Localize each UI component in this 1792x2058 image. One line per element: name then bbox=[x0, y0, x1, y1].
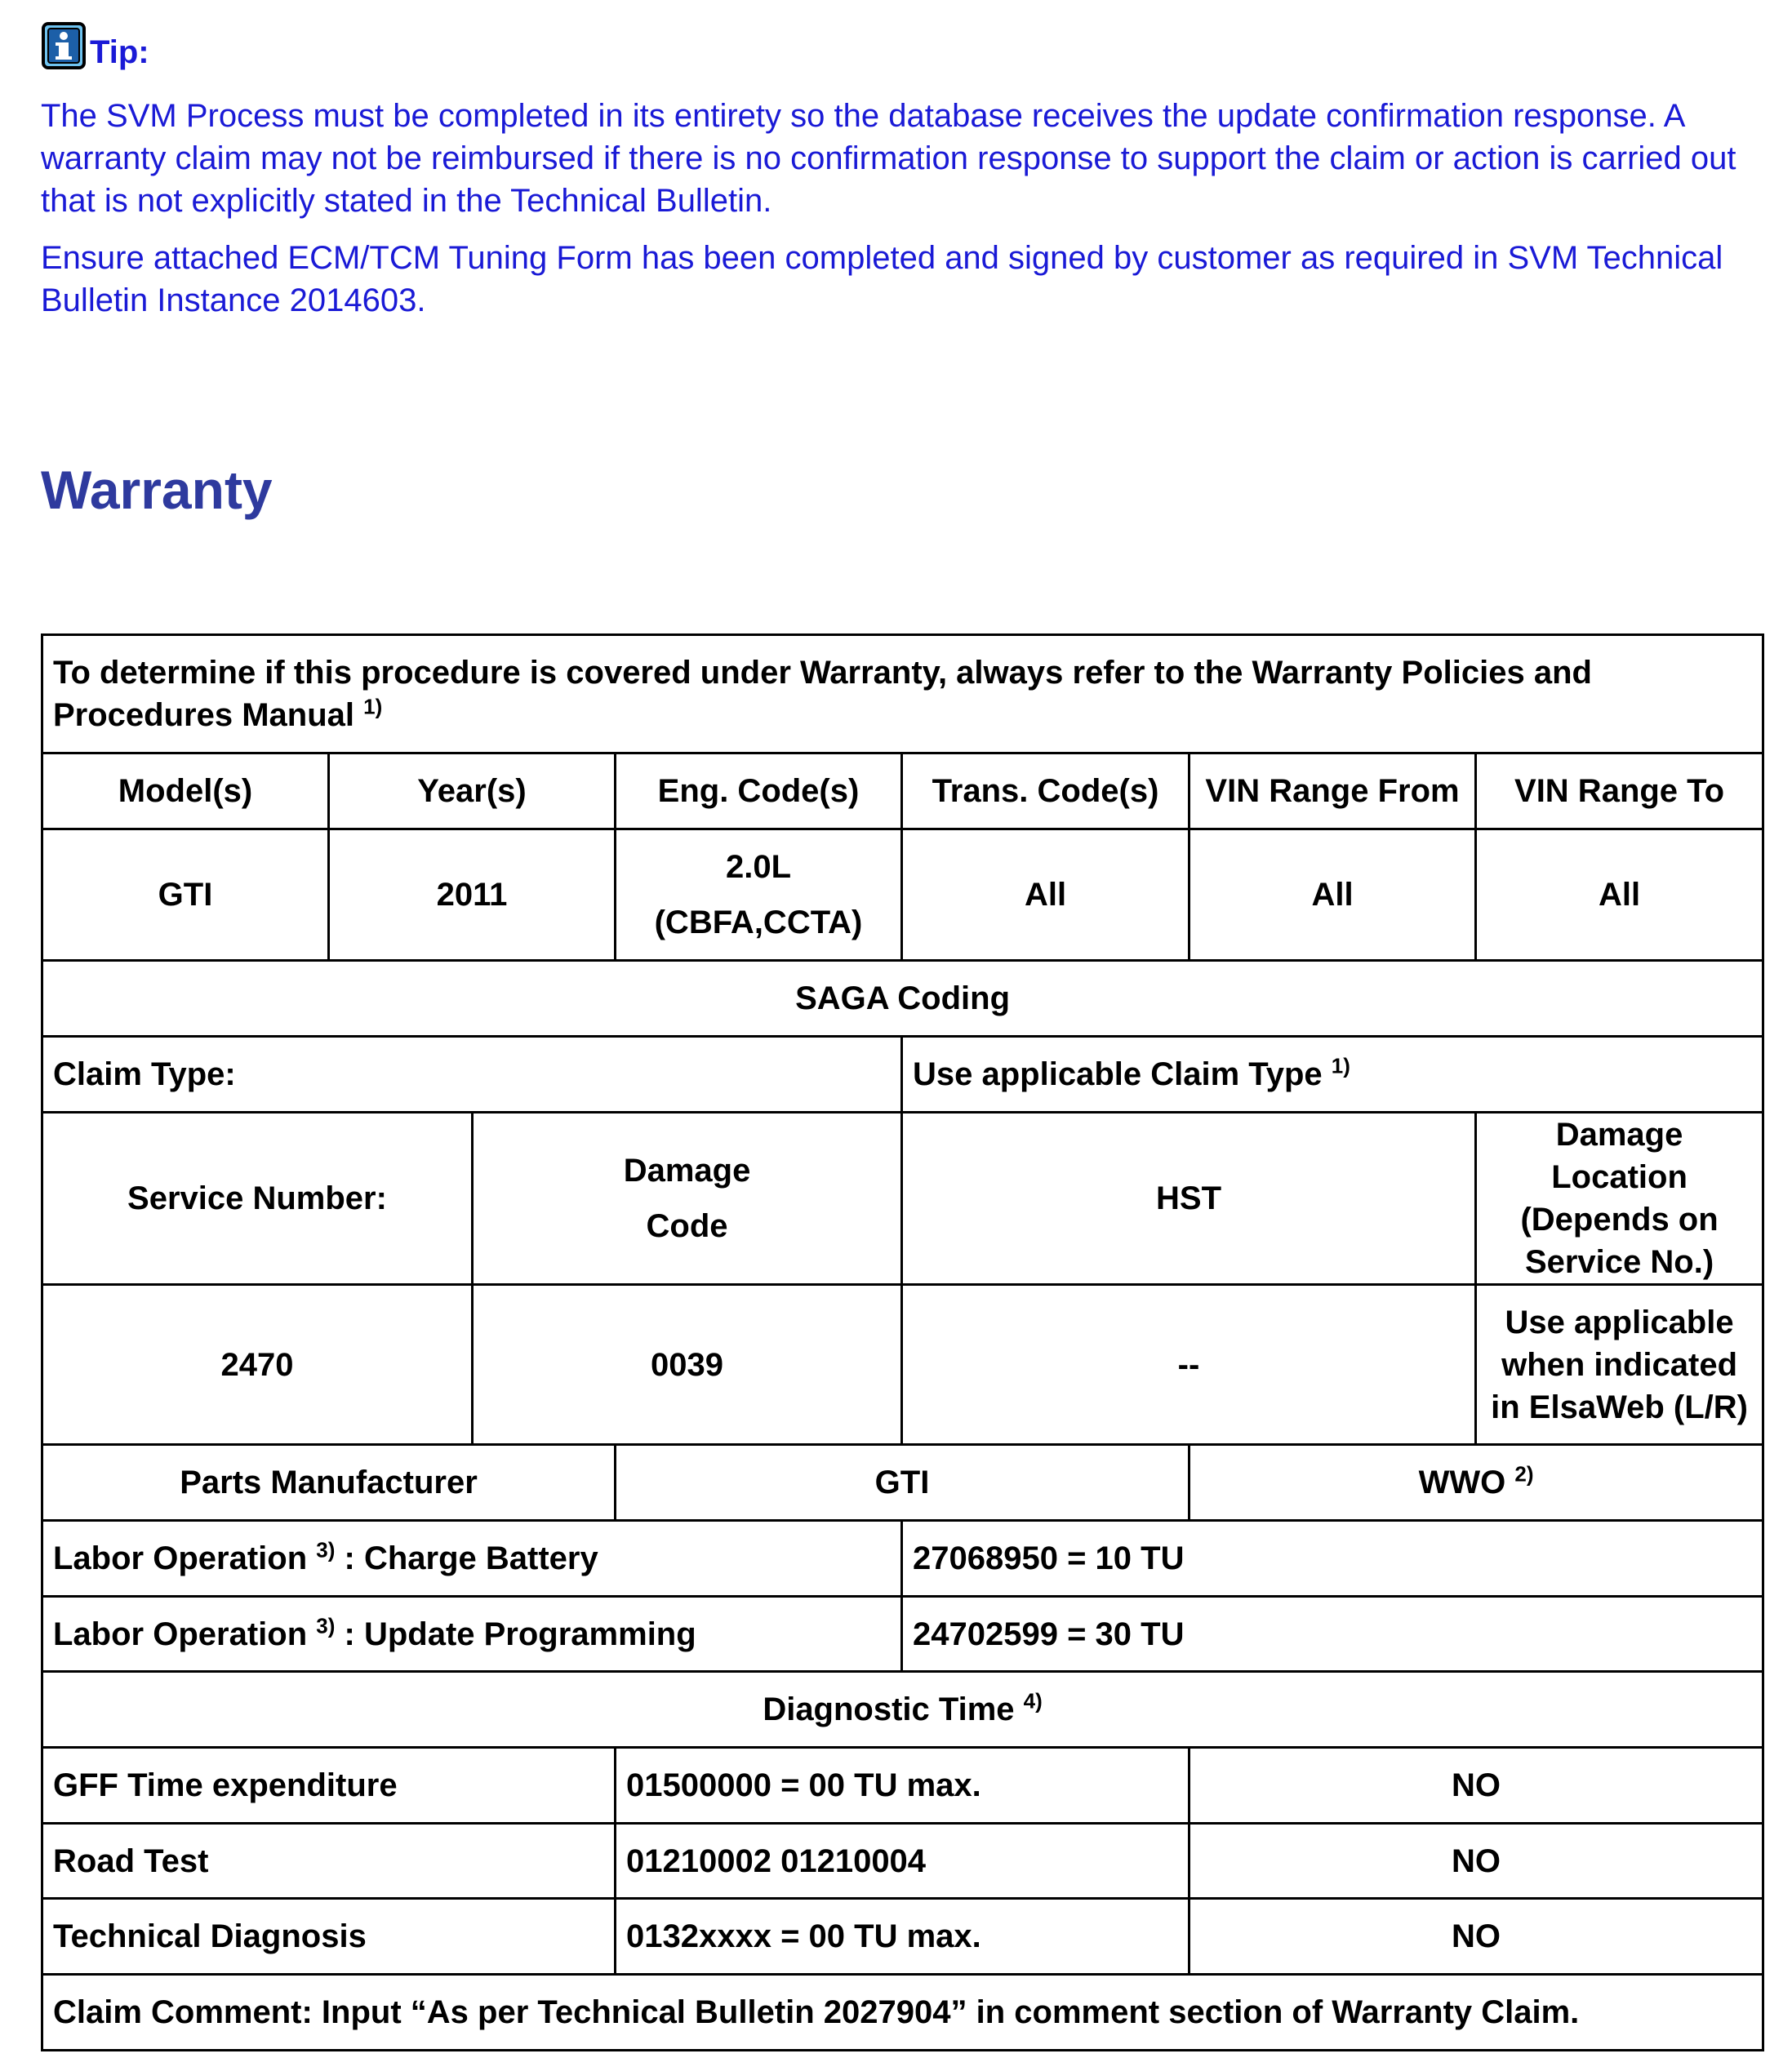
claim-type-value-cell bbox=[902, 1037, 1763, 1113]
intro-cell bbox=[42, 635, 1763, 753]
diagnostic-value: NO bbox=[1189, 1899, 1763, 1975]
damage-location-label: Damage Location (Depends on Service No.) bbox=[1476, 1113, 1763, 1285]
diagnostic-code: 01500000 = 00 TU max. bbox=[616, 1748, 1189, 1824]
diagnostic-time-label: Diagnostic Time bbox=[763, 1691, 1015, 1727]
claim-comment: Claim Comment: Input “As per Technical Bulletin 2027904” in comment section of Warranty Claim. bbox=[42, 1975, 1763, 2051]
labor-footnote: 3) bbox=[316, 1537, 336, 1562]
info-icon bbox=[41, 21, 87, 70]
damage-code-line1: Damage bbox=[623, 1153, 751, 1189]
wwo-footnote: 2) bbox=[1514, 1461, 1534, 1487]
header-trans-codes: Trans. Code(s) bbox=[902, 753, 1189, 829]
wwo-cell bbox=[1189, 1445, 1763, 1521]
diagnostic-row bbox=[42, 1824, 1763, 1899]
tip-paragraph-svm: The SVM Process must be completed in its entirety so the database receives the update confirmation response. A warranty claim may not be reimbursed if there is no confirmation response to support the claim or action is carried out that is not explicitly stated in the Technical Bulletin. bbox=[41, 98, 1736, 219]
service-number-value: 2470 bbox=[42, 1285, 473, 1445]
header-vin-from: VIN Range From bbox=[1189, 753, 1476, 829]
eng-code-value bbox=[616, 829, 902, 961]
labor-task: : Charge Battery bbox=[344, 1540, 598, 1576]
labor-prefix: Labor Operation bbox=[53, 1616, 308, 1652]
diagnostic-code: 01210002 01210004 bbox=[616, 1824, 1189, 1899]
labor-prefix: Labor Operation bbox=[53, 1540, 308, 1576]
model-value: GTI bbox=[42, 829, 329, 961]
diagnostic-value: NO bbox=[1189, 1748, 1763, 1824]
year-value: 2011 bbox=[329, 829, 616, 961]
labor-operation-value: 24702599 = 30 TU bbox=[902, 1597, 1763, 1672]
labor-operation-label bbox=[42, 1597, 902, 1672]
damage-code-label bbox=[473, 1113, 902, 1285]
eng-code-line2: (CBFA,CCTA) bbox=[654, 905, 863, 940]
diagnostic-label: Road Test bbox=[42, 1824, 616, 1899]
parts-manufacturer-label: Parts Manufacturer bbox=[42, 1445, 616, 1521]
diagnostic-row bbox=[42, 1899, 1763, 1975]
warranty-table bbox=[41, 633, 1764, 2051]
damage-code-line2: Code bbox=[646, 1208, 728, 1244]
labor-task: : Update Programming bbox=[344, 1616, 696, 1652]
saga-row bbox=[42, 961, 1763, 1037]
parts-manufacturer-row bbox=[42, 1445, 1763, 1521]
vin-from-value: All bbox=[1189, 829, 1476, 961]
claim-type-label: Claim Type: bbox=[42, 1037, 902, 1113]
labor-operation-value: 27068950 = 10 TU bbox=[902, 1521, 1763, 1597]
claim-type-row bbox=[42, 1037, 1763, 1113]
labor-row bbox=[42, 1597, 1763, 1672]
tip-header bbox=[41, 21, 149, 70]
diagnostic-time-cell bbox=[42, 1672, 1763, 1748]
claim-comment-row bbox=[42, 1975, 1763, 2051]
service-values-row bbox=[42, 1285, 1763, 1445]
labor-row bbox=[42, 1521, 1763, 1597]
page-title: Warranty bbox=[41, 460, 273, 520]
diagnostic-code: 0132xxxx = 00 TU max. bbox=[616, 1899, 1189, 1975]
intro-footnote: 1) bbox=[363, 694, 383, 719]
parts-manufacturer-value: GTI bbox=[616, 1445, 1189, 1521]
claim-type-footnote: 1) bbox=[1331, 1053, 1350, 1078]
service-number-label: Service Number: bbox=[42, 1113, 473, 1285]
model-row bbox=[42, 829, 1763, 961]
diagnostic-time-row bbox=[42, 1672, 1763, 1748]
damage-code-value: 0039 bbox=[473, 1285, 902, 1445]
eng-code-line1: 2.0L bbox=[725, 849, 792, 885]
diagnostic-value: NO bbox=[1189, 1824, 1763, 1899]
diagnostic-label: GFF Time expenditure bbox=[42, 1748, 616, 1824]
diagnostic-time-footnote: 4) bbox=[1023, 1688, 1043, 1714]
intro-row bbox=[42, 635, 1763, 753]
trans-code-value: All bbox=[902, 829, 1189, 961]
service-header-row bbox=[42, 1113, 1763, 1285]
damage-location-value: Use applicable when indicated in ElsaWeb (L/R) bbox=[1476, 1285, 1763, 1445]
saga-coding: SAGA Coding bbox=[42, 961, 1763, 1037]
tip-label: Tip: bbox=[90, 34, 149, 70]
header-row bbox=[42, 753, 1763, 829]
intro-text: To determine if this procedure is covered under Warranty, always refer to the Warranty Policies and Procedures Manual bbox=[53, 655, 1592, 733]
labor-operation-label bbox=[42, 1521, 902, 1597]
diagnostic-label: Technical Diagnosis bbox=[42, 1899, 616, 1975]
claim-type-value: Use applicable Claim Type bbox=[913, 1056, 1323, 1092]
vin-to-value: All bbox=[1476, 829, 1763, 961]
labor-footnote: 3) bbox=[316, 1613, 336, 1638]
diagnostic-row bbox=[42, 1748, 1763, 1824]
header-vin-to: VIN Range To bbox=[1476, 753, 1763, 829]
header-models: Model(s) bbox=[42, 753, 329, 829]
tip-paragraph-ecm-form: Ensure attached ECM/TCM Tuning Form has been completed and signed by customer as required in SVM Technical Bulletin Instance 2014603. bbox=[41, 240, 1723, 318]
header-eng-codes: Eng. Code(s) bbox=[616, 753, 902, 829]
wwo-label: WWO bbox=[1418, 1465, 1506, 1500]
hst-label: HST bbox=[902, 1113, 1476, 1285]
header-years: Year(s) bbox=[329, 753, 616, 829]
hst-value: -- bbox=[902, 1285, 1476, 1445]
